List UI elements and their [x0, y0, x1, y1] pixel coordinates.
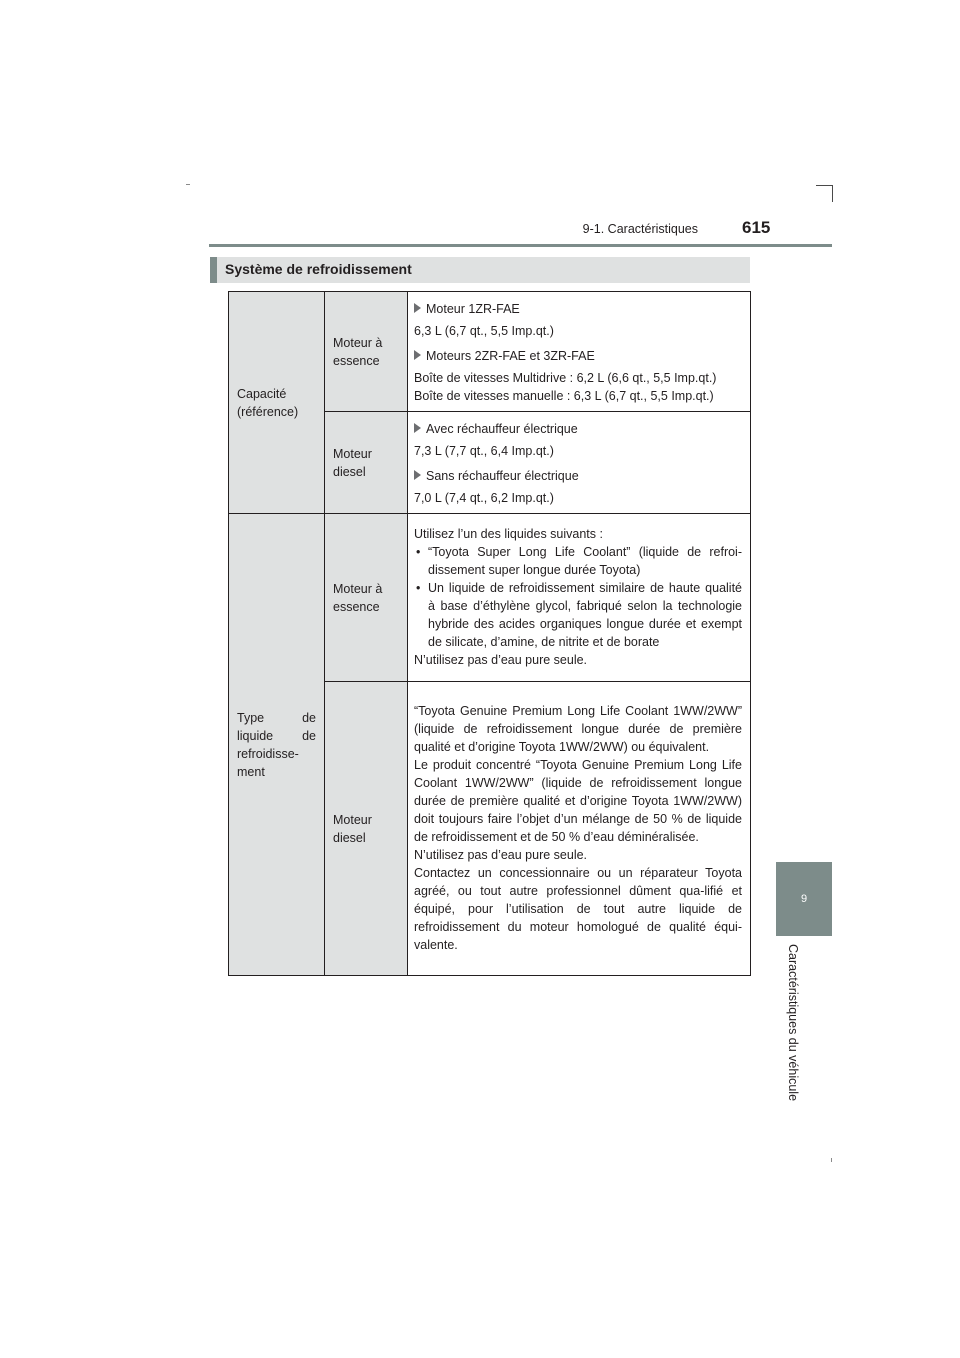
- diesel-engine-label: [325, 682, 408, 976]
- gasoline-engine-label: [325, 292, 408, 412]
- capacity-value: 7,0 L (7,4 qt., 6,2 Imp.qt.): [414, 491, 554, 505]
- engine-option: Sans réchauffeur électrique: [414, 467, 742, 485]
- capacity-value: Boîte de vitesses manuelle : 6,3 L (6,7 qt., 5,5 Imp.qt.): [414, 389, 714, 403]
- coolant-type-label-text: Type de liquide de refroidisse-ment: [237, 710, 316, 779]
- list-item: • “Toyota Super Long Life Coolant” (liquide de refroi-dissement super longue durée Toyota): [414, 543, 742, 579]
- capacity-label: [229, 292, 325, 514]
- coolant-paragraph: “Toyota Genuine Premium Long Life Coolant 1WW/2WW” (liquide de refroidissement longue durée de première qualité et d’origine Toyota 1WW/2WW) ou équivalent.: [414, 704, 742, 754]
- table-row: [229, 514, 751, 682]
- capacity-value: Boîte de vitesses Multidrive : 6,2 L (6,6 qt., 5,5 Imp.qt.): [414, 371, 717, 385]
- capacity-value: 6,3 L (6,7 qt., 5,5 Imp.qt.): [414, 324, 554, 338]
- gasoline-engine-label: [325, 514, 408, 682]
- cooling-system-table: [228, 291, 751, 976]
- coolant-paragraph: Contactez un concessionnaire ou un réparateur Toyota agréé, ou tout autre professionnel dûment qua-lifié et équipé, pour l’utilisation de tout autre liquide de refroidissement du moteur homologué de qualité équi-valente.: [414, 866, 742, 952]
- gasoline-capacity-cell: [408, 292, 751, 412]
- crop-mark-bottom-right: [831, 1158, 832, 1162]
- header-rule: [209, 244, 832, 247]
- coolant-note: N’utilisez pas d’eau pure seule.: [414, 653, 588, 667]
- crop-mark-top-left: [186, 184, 190, 185]
- capacity-value: 7,3 L (7,7 qt., 6,4 Imp.qt.): [414, 444, 554, 458]
- capacity-label-text: Capacité (référence): [237, 386, 299, 419]
- diesel-engine-label: [325, 412, 408, 514]
- table-row: [229, 292, 751, 412]
- section-heading-bar: [210, 257, 750, 283]
- page-number: 615: [742, 218, 771, 237]
- section-reference: 9-1. Caractéristiques: [582, 222, 698, 236]
- arrow-right-icon: [414, 423, 421, 433]
- gasoline-engine-label-text: Moteur à essence: [333, 581, 383, 614]
- diesel-capacity-cell: [408, 412, 751, 514]
- list-item: • Un liquide de refroidissement similaire de haute qualité à base d’éthylène glycol, fabriqué selon la technologie hybride des acides organiques longue durée et exempt de silicate, d’amine, de nitrite et de borate: [414, 579, 742, 651]
- arrow-right-icon: [414, 303, 421, 313]
- chapter-label: Caractéristiques du véhicule: [786, 944, 800, 1102]
- coolant-list: [414, 543, 742, 651]
- arrow-right-icon: [414, 470, 421, 480]
- coolant-intro: Utilisez l’un des liquides suivants :: [414, 527, 603, 541]
- coolant-paragraph: Le produit concentré “Toyota Genuine Premium Long Life Coolant 1WW/2WW” (liquide de refroidissement longue durée de première qualité et d’origine Toyota 1WW/2WW) doit toujours faire l’objet d’un mélange de 50 % de liquide de refroidissement et de 50 % d’eau déminéralisée.: [414, 758, 742, 844]
- diesel-coolant-cell: [408, 682, 751, 976]
- engine-option: Avec réchauffeur électrique: [414, 420, 742, 438]
- gasoline-engine-label-text: Moteur à essence: [333, 335, 383, 368]
- coolant-type-label: [229, 514, 325, 976]
- section-title: Système de refroidissement: [225, 261, 412, 277]
- section-heading-marker: [210, 257, 217, 283]
- chapter-number: 9: [800, 893, 808, 905]
- diesel-engine-label-text: Moteur diesel: [333, 446, 372, 479]
- arrow-right-icon: [414, 350, 421, 360]
- coolant-note: N’utilisez pas d’eau pure seule.: [414, 848, 588, 862]
- engine-option: Moteurs 2ZR-FAE et 3ZR-FAE: [414, 347, 742, 365]
- gasoline-coolant-cell: [408, 514, 751, 682]
- chapter-tab: [776, 862, 832, 936]
- diesel-engine-label-text: Moteur diesel: [333, 812, 372, 845]
- engine-option: Moteur 1ZR-FAE: [414, 300, 742, 318]
